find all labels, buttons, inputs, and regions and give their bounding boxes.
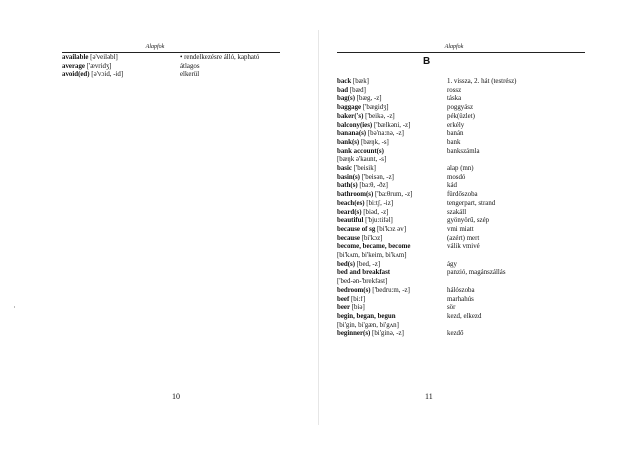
entry-pronunciation: ['beikə, -z]	[363, 112, 395, 120]
entry-headword: because	[337, 234, 360, 242]
dictionary-entry	[337, 156, 597, 165]
entry-translation: panzió, magánszállás	[447, 269, 506, 277]
entry-headword-cell	[337, 156, 447, 165]
entry-headword: avoid(ed)	[62, 71, 90, 79]
entry-headword: basic	[337, 165, 352, 173]
dictionary-entry	[337, 243, 597, 252]
entry-pronunciation: [ə'vɔid, -id]	[89, 71, 124, 79]
entry-headword-cell	[337, 122, 447, 131]
entry-headword: beer	[337, 304, 351, 312]
entry-pronunciation: [bæŋk ə'kaunt, -s]	[337, 156, 387, 164]
dictionary-entry	[337, 313, 597, 322]
dictionary-entry	[337, 130, 597, 139]
entry-translation: fürdőszoba	[447, 191, 478, 199]
entry-pronunciation: [bæg, -z]	[355, 95, 382, 103]
entry-headword: bed(s)	[337, 260, 355, 268]
dictionary-entry	[337, 104, 597, 113]
entry-pronunciation: [bi'kʌm, bi'keim, bi'kʌm]	[337, 252, 407, 260]
entry-headword: bank(s)	[337, 138, 360, 146]
left-page	[0, 0, 318, 452]
entry-headword-cell	[337, 235, 447, 244]
entry-headword-cell	[337, 182, 447, 191]
entry-headword-cell	[337, 217, 447, 226]
entry-headword-cell	[337, 269, 447, 278]
entry-translation: kezd, elkezd	[447, 312, 482, 320]
entry-translation: alap (mn)	[447, 165, 474, 173]
entry-pronunciation: ['beisən, -z]	[359, 173, 394, 181]
entry-headword-cell	[337, 243, 447, 252]
entry-pronunciation: ['bedru:m, -z]	[370, 286, 410, 294]
dictionary-entry	[337, 261, 597, 270]
entry-pronunciation: [bæk]	[351, 78, 369, 85]
entry-headword-cell	[337, 252, 447, 261]
dictionary-entry	[337, 174, 597, 183]
dictionary-entry	[337, 200, 597, 209]
entry-headword-cell	[337, 261, 447, 270]
entry-translation: pék(üzlet)	[447, 112, 475, 120]
entry-headword-cell	[337, 278, 447, 287]
dictionary-entry	[337, 165, 597, 174]
entry-headword: bag(s)	[337, 95, 355, 103]
entry-pronunciation: ['ba:θrum, -z]	[373, 191, 413, 199]
entry-translation: marhahús	[447, 295, 474, 303]
header-rule	[62, 52, 280, 53]
entry-translation: hálószoba	[447, 286, 475, 294]
running-head: Alapfok	[145, 44, 165, 50]
entry-pronunciation: ['beisik]	[351, 165, 376, 173]
dictionary-entry	[337, 304, 597, 313]
entry-translation: bank	[447, 138, 461, 146]
dictionary-entry	[337, 191, 597, 200]
entry-pronunciation: [ə'veiləbl]	[88, 54, 118, 61]
entry-headword-cell	[337, 130, 447, 139]
entry-headword: beautiful	[337, 217, 364, 225]
entry-headword: back	[337, 78, 352, 85]
entry-translation: • rendelkezésre álló, kapható	[180, 54, 260, 61]
dictionary-entry	[62, 63, 290, 72]
dictionary-entry	[337, 287, 597, 296]
entry-headword-cell	[62, 71, 180, 80]
entry-headword: become, became, become	[337, 243, 411, 251]
dictionary-entry	[337, 330, 597, 339]
entry-headword-cell	[62, 63, 180, 72]
entry-pronunciation: [bi'ginə, -z]	[370, 330, 404, 338]
running-head: Alapfok	[444, 44, 464, 50]
entry-translation: bankszámla	[447, 147, 480, 155]
dictionary-entry	[337, 296, 597, 305]
entry-translation: (azért) mert	[447, 234, 480, 242]
entry-headword-cell	[337, 287, 447, 296]
dictionary-entry	[337, 95, 597, 104]
entry-translation: mosdó	[447, 173, 466, 181]
entry-headword: bed and breakfast	[337, 269, 391, 277]
entry-pronunciation: [ba:θ, -ðz]	[357, 182, 388, 190]
entry-headword: baggage	[337, 104, 362, 112]
entry-headword: bathroom(s)	[337, 191, 374, 199]
entry-translation: kád	[447, 182, 457, 190]
entry-pronunciation: [bi:f]	[349, 295, 366, 303]
entry-headword-cell	[337, 330, 447, 339]
entry-headword: basin(s)	[337, 173, 360, 181]
entry-translation: tengerpart, strand	[447, 199, 496, 207]
entry-headword-cell	[337, 87, 447, 96]
dictionary-entry	[337, 269, 597, 278]
entry-translation: ágy	[447, 260, 457, 268]
entry-pronunciation: [bæd]	[348, 86, 366, 94]
entry-translation: sör	[447, 304, 456, 312]
entry-list	[337, 78, 597, 339]
entry-translation: vmi miatt	[447, 225, 474, 233]
entry-headword-cell	[337, 95, 447, 104]
entry-headword-cell	[337, 104, 447, 113]
entry-headword: available	[62, 54, 89, 61]
entry-pronunciation: ['bægidʒ]	[361, 104, 389, 112]
entry-headword: begin, began, begun	[337, 312, 396, 320]
section-letter: B	[423, 56, 431, 67]
entry-headword: bad	[337, 86, 349, 94]
dictionary-entry	[337, 278, 597, 287]
entry-headword: beginner(s)	[337, 330, 371, 338]
entry-headword-cell	[337, 226, 447, 235]
entry-headword-cell	[337, 296, 447, 305]
entry-headword: balcony(ies)	[337, 121, 373, 129]
entry-pronunciation: ['bælkəni, -z]	[372, 121, 411, 129]
dictionary-entry	[62, 54, 290, 63]
entry-headword: beach(es)	[337, 199, 365, 207]
entry-pronunciation: [bə'na:nə, -z]	[366, 130, 404, 138]
right-page	[319, 0, 638, 452]
entry-headword-cell	[337, 191, 447, 200]
dictionary-entry	[337, 209, 597, 218]
entry-translation: gyönyörű, szép	[447, 217, 490, 225]
dictionary-entry	[337, 182, 597, 191]
entry-headword: bedroom(s)	[337, 286, 371, 294]
dictionary-entry	[62, 71, 290, 80]
entry-pronunciation: ['ævridʒ]	[84, 62, 112, 70]
dictionary-entry	[337, 148, 597, 157]
entry-pronunciation: [bi'kɔz]	[359, 234, 383, 242]
entry-pronunciation: [bi'gin, bi'gæn, bi'gʌn]	[337, 321, 399, 329]
dictionary-entry	[337, 235, 597, 244]
entry-headword: beef	[337, 295, 350, 303]
entry-headword: beard(s)	[337, 208, 362, 216]
dictionary-entry	[337, 252, 597, 261]
entry-headword-cell	[337, 165, 447, 174]
entry-pronunciation: ['bed-ən-'brekfəst]	[337, 278, 388, 286]
entry-translation: táska	[447, 95, 462, 103]
entry-headword-cell	[337, 139, 447, 148]
entry-translation: 1. vissza, 2. hát (testrész)	[447, 78, 517, 85]
entry-headword: because of sg	[337, 225, 376, 233]
dictionary-entry	[337, 139, 597, 148]
entry-translation: elkerül	[180, 71, 200, 79]
entry-headword-cell	[337, 113, 447, 122]
entry-headword-cell	[337, 174, 447, 183]
page-number: 10	[172, 392, 180, 401]
entry-headword-cell	[337, 209, 447, 218]
entry-headword-cell	[337, 200, 447, 209]
entry-pronunciation: [bæŋk, -s]	[359, 138, 389, 146]
entry-headword-cell	[337, 148, 447, 157]
entry-translation: rossz	[447, 86, 462, 94]
entry-pronunciation: [biə]	[350, 304, 365, 312]
dictionary-entry	[337, 217, 597, 226]
page-number: 11	[425, 392, 433, 401]
dictionary-entry	[337, 226, 597, 235]
entry-translation: válik vmivé	[447, 243, 480, 251]
dictionary-entry	[337, 122, 597, 131]
dictionary-entry	[337, 322, 597, 331]
dictionary-entry	[337, 113, 597, 122]
entry-pronunciation: [bi'kɔz əv]	[375, 225, 406, 233]
header-rule	[337, 52, 585, 53]
entry-translation: poggyász	[447, 104, 474, 112]
entry-headword: bath(s)	[337, 182, 358, 190]
entry-headword-cell	[337, 313, 447, 322]
entry-translation: szakáll	[447, 208, 467, 216]
entry-headword-cell	[337, 304, 447, 313]
entry-translation: kezdő	[447, 330, 464, 338]
dictionary-entry	[337, 78, 597, 87]
entry-pronunciation: ['bju:tifəl]	[363, 217, 393, 225]
entry-translation: banán	[447, 130, 464, 138]
entry-headword-cell	[337, 78, 447, 87]
entry-translation: átlagos	[180, 62, 200, 70]
entry-headword-cell	[337, 322, 447, 331]
entry-list	[62, 54, 290, 80]
dictionary-entry	[337, 87, 597, 96]
entry-pronunciation: [biəd, -z]	[361, 208, 389, 216]
entry-pronunciation: [bed, -z]	[355, 260, 381, 268]
entry-headword: baker('s)	[337, 112, 364, 120]
entry-translation: erkély	[447, 121, 465, 129]
entry-headword: bank account(s)	[337, 147, 384, 155]
entry-headword-cell	[62, 54, 180, 63]
entry-headword: average	[62, 62, 85, 70]
entry-pronunciation: [bi:tʃ, -iz]	[364, 199, 394, 207]
entry-headword: banana(s)	[337, 130, 367, 138]
